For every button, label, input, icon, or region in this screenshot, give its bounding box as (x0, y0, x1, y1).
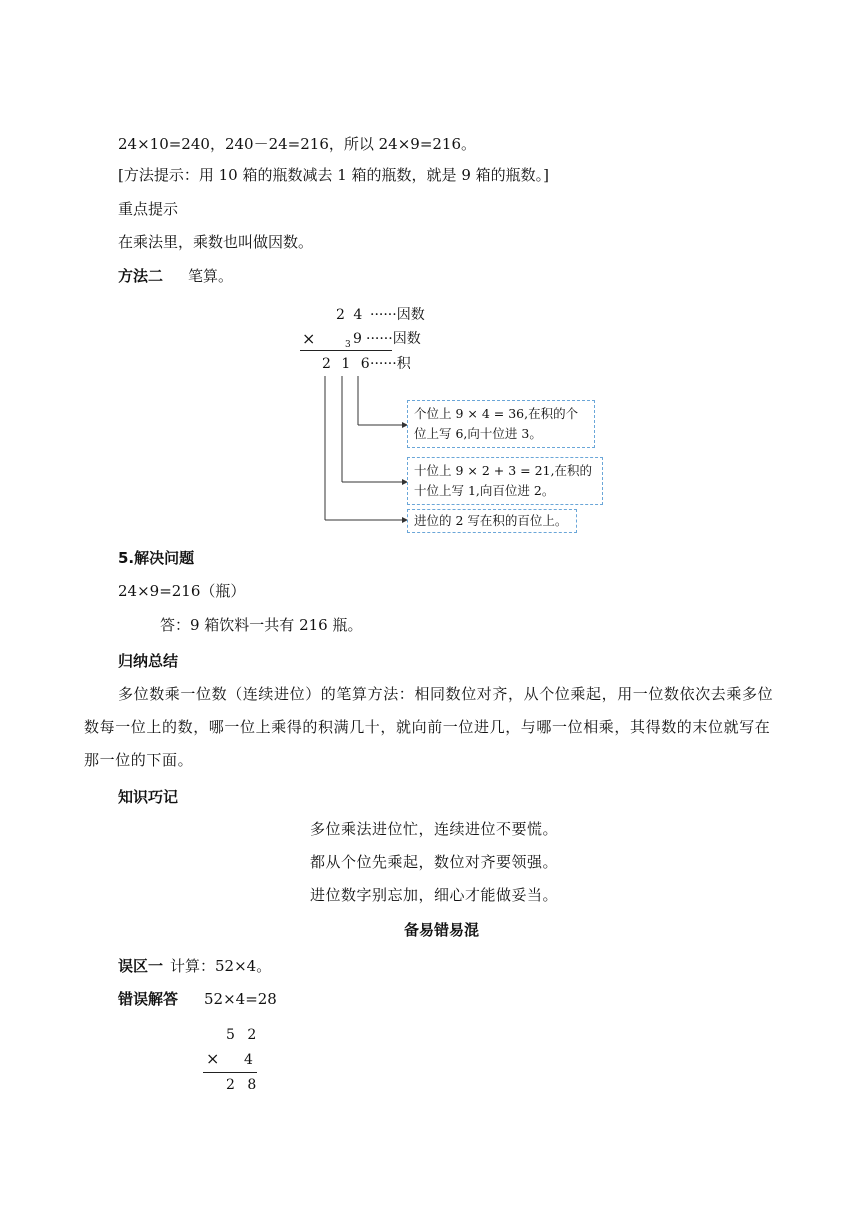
mistakes-heading: 备易错易混 (404, 921, 480, 939)
wrong-calc-row3: 2 8 (226, 1077, 261, 1093)
rhyme-line-1: 多位乘法进位忙，连续进位不要慌。 (310, 820, 559, 838)
factor-label-2: ······因数 (366, 331, 421, 347)
rhyme-title: 知识巧记 (118, 788, 179, 806)
section5-answer: 答：9 箱饮料一共有 216 瓶。 (160, 616, 363, 634)
note-tens-line2: 十位上写 1,向百位进 2。 (414, 483, 555, 498)
note-tens-place (407, 457, 603, 505)
key-point-text: 在乘法里，乘数也叫做因数。 (118, 233, 314, 251)
key-point-label: 重点提示 (118, 200, 179, 218)
method-hint: [方法提示：用 10 箱的瓶数减去 1 箱的瓶数，就是 9 箱的瓶数。] (118, 166, 549, 184)
note-ones-place (407, 400, 595, 448)
carry-digit: 3 (345, 340, 351, 350)
wrong-calc-row1: 5 2 (226, 1027, 261, 1043)
summary-title: 归纳总结 (118, 652, 179, 670)
wrong-answer-label: 错误解答 (118, 990, 179, 1008)
factor-9: 9 (353, 331, 362, 347)
section5-equation: 24×9=216（瓶） (118, 582, 246, 600)
multiply-sign: × (302, 329, 316, 348)
section5-title: 5.解决问题 (118, 549, 195, 567)
factor-label-1: ······因数 (370, 307, 425, 323)
method2-text: 笔算。 (188, 267, 234, 285)
note-ones-line1: 个位上 9 × 4 = 36,在积的个 (414, 406, 579, 421)
factor-24: 2 4 (336, 307, 365, 323)
mistake-area-text: 计算：52×4。 (170, 957, 272, 975)
mistake-area-label: 误区一 (118, 957, 164, 975)
product-216: 2 1 6 (322, 356, 373, 372)
wrong-calc-sign: × (206, 1049, 220, 1068)
note-hundreds-line1: 进位的 2 写在积的百位上。 (414, 513, 568, 528)
rhyme-line-3: 进位数字别忘加，细心才能做妥当。 (310, 886, 559, 904)
wrong-calc-row2: 4 (244, 1052, 253, 1068)
note-hundreds-place (407, 509, 577, 533)
wrong-answer-text: 52×4=28 (204, 990, 277, 1008)
note-ones-line2: 位上写 6,向十位进 3。 (414, 426, 542, 441)
rhyme-line-2: 都从个位先乘起，数位对齐要领强。 (310, 853, 559, 871)
wrong-calc-underline (203, 1072, 257, 1073)
calc-line: 24×10=240，240－24=216，所以 24×9=216。 (118, 135, 477, 153)
method2-label: 方法二 (118, 267, 164, 285)
product-label: ······积 (370, 356, 411, 372)
summary-text: 多位数乘一位数（连续进位）的笔算方法：相同数位对齐，从个位乘起，用一位数依次去乘多位数每一位上的数，哪一位上乘得的积满几十，就向前一位进几，与哪一位相乘，其得数的末位就写在那一位的下面。 (84, 685, 774, 769)
note-tens-line1: 十位上 9 × 2 + 3 = 21,在积的 (414, 463, 592, 478)
